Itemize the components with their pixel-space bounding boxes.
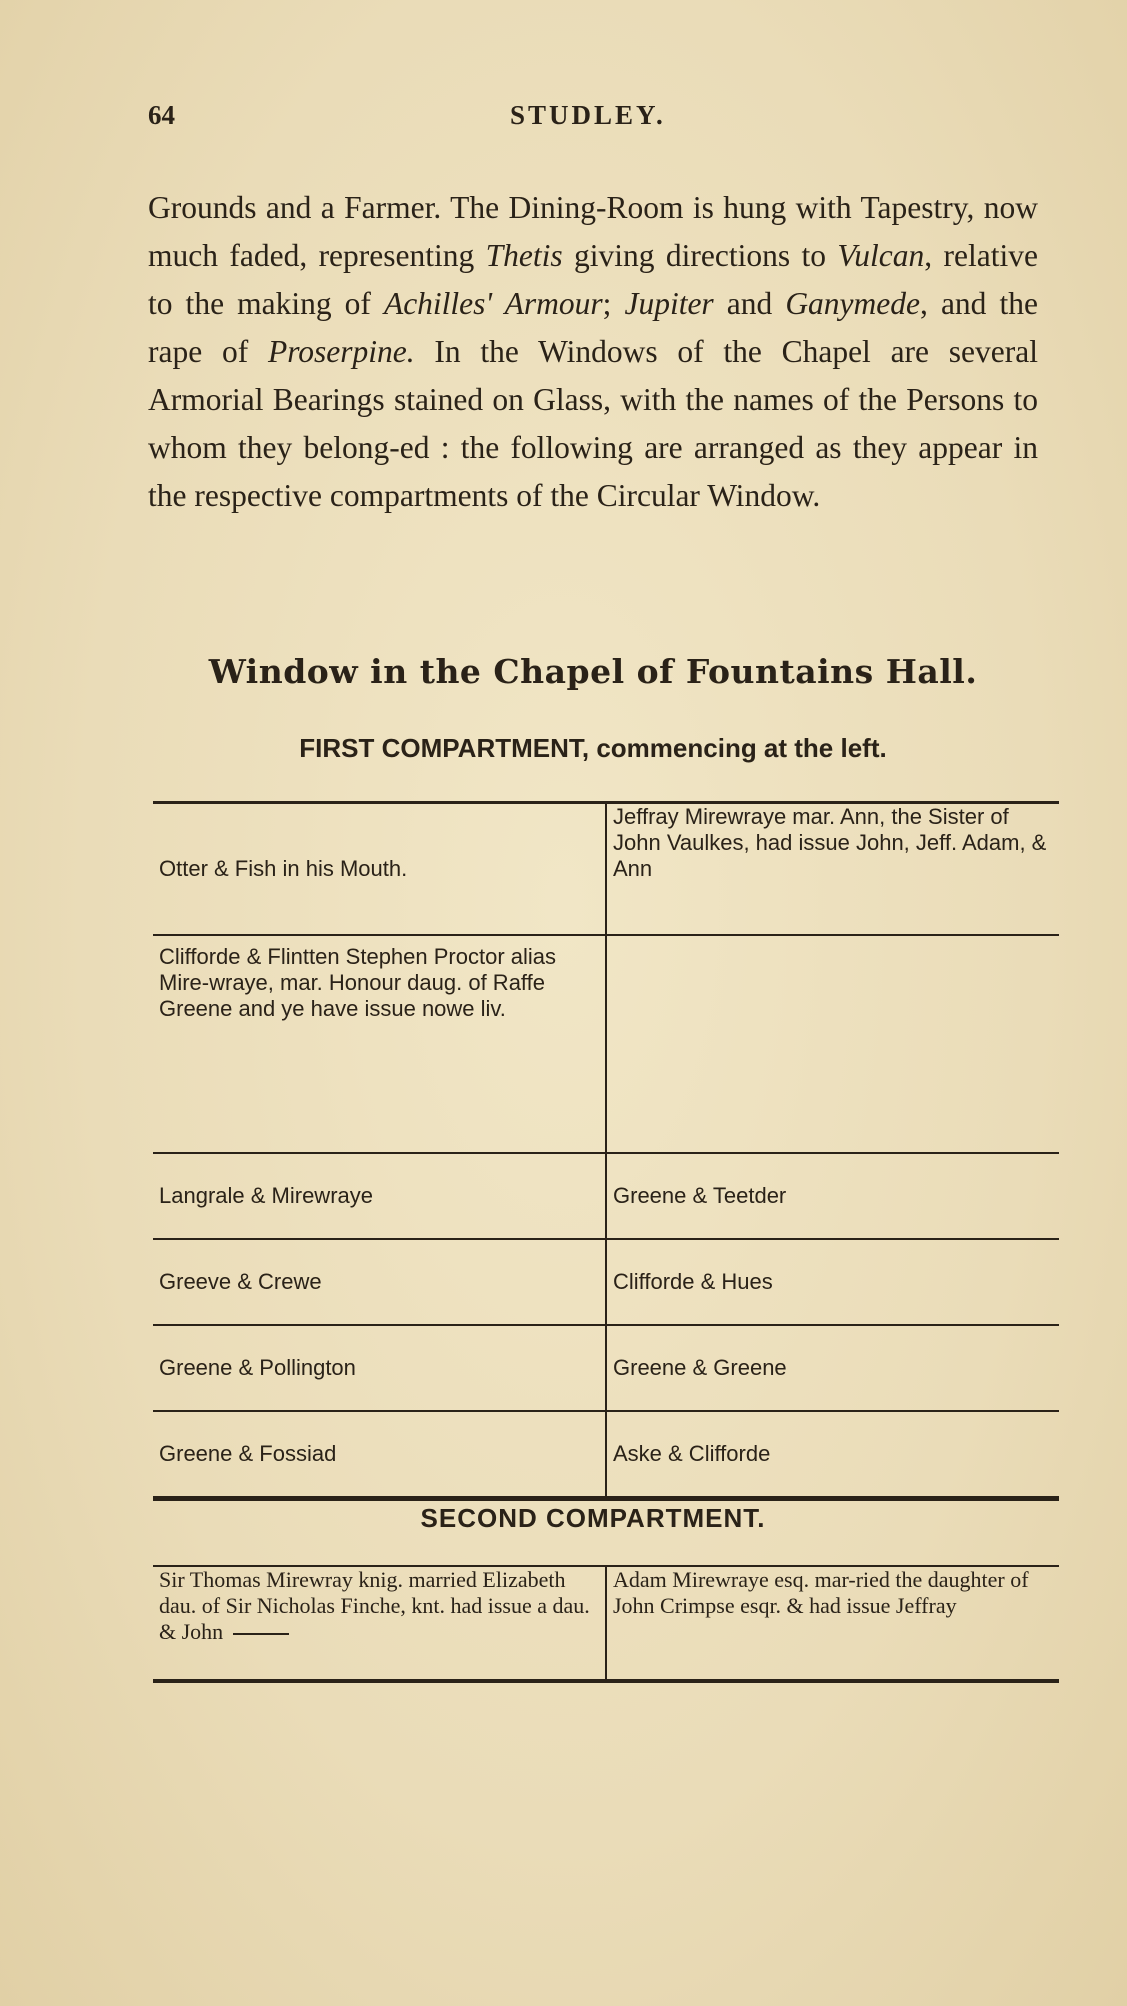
table-cell: Greene & Teetder bbox=[606, 1153, 1059, 1239]
table-cell: Clifforde & Hues bbox=[606, 1239, 1059, 1325]
table-row bbox=[153, 1153, 1059, 1239]
table-cell: Greene & Greene bbox=[606, 1325, 1059, 1411]
table-row bbox=[153, 935, 1059, 1153]
dash-rule bbox=[233, 1633, 289, 1635]
italic-name: Ganymede bbox=[785, 286, 921, 321]
table-cell: Aske & Clifforde bbox=[606, 1411, 1059, 1499]
table-row bbox=[153, 1411, 1059, 1499]
body-text-run: In the Windows of the Chapel are several Armorial Bearings stained on Glass, with the names of the Persons to whom they belong-ed : the following are arranged as they appear in the respective compartments of the Circular Window. bbox=[148, 334, 1038, 513]
table-row bbox=[153, 803, 1059, 936]
table-cell: Greene & Fossiad bbox=[153, 1411, 606, 1499]
body-text-run: , relative to the making of bbox=[148, 238, 1038, 321]
body-text-run: , and the rape of bbox=[148, 286, 1038, 369]
table-cell: Jeffray Mirewraye mar. Ann, the Sister of John Vaulkes, had issue John, Jeff. Adam, & Ann bbox=[613, 804, 1047, 881]
table-row bbox=[153, 1239, 1059, 1325]
italic-name: Thetis bbox=[485, 238, 563, 273]
section-heading: Window in the Chapel of Fountains Hall. bbox=[208, 652, 978, 691]
second-compartment-table bbox=[153, 1565, 1059, 1683]
page-number: 64 bbox=[148, 100, 175, 130]
table-cell: Cliffordе & Flintten Stephen Proctor alias Mire-wraye, mar. Honour daug. of Raffe Greene and ye have issue nowe liv. bbox=[153, 935, 606, 1153]
italic-name: Achilles' Armour bbox=[383, 286, 603, 321]
table-row bbox=[153, 1325, 1059, 1411]
second-compartment-title: SECOND COMPARTMENT. bbox=[420, 1503, 766, 1533]
table-cell: Otter & Fish in his Mouth. bbox=[153, 803, 606, 936]
italic-name: Proserpine. bbox=[267, 334, 415, 369]
table-row bbox=[153, 1566, 1059, 1681]
first-compartment-title: FIRST COMPARTMENT, commencing at the left. bbox=[299, 733, 887, 763]
body-paragraph bbox=[148, 184, 1038, 520]
table-cell bbox=[606, 935, 1059, 1153]
table-cell: Langrale & Mirewraye bbox=[153, 1153, 606, 1239]
table-cell: Adam Mirewraye esq. mar-ried the daughter of John Crimpse esqr. & had issue Jeffray bbox=[613, 1567, 1029, 1618]
table-cell: Greene & Pollington bbox=[153, 1325, 606, 1411]
first-compartment-table bbox=[153, 801, 1059, 1501]
running-title: STUDLEY. bbox=[510, 100, 666, 130]
body-text-run: Grounds and a Farmer. The Dining-Room is hung with Tapestry, now much faded, representing bbox=[148, 190, 1038, 273]
table-cell: Greeve & Crewe bbox=[153, 1239, 606, 1325]
body-text-run: ; bbox=[602, 286, 625, 321]
italic-name: Vulcan bbox=[837, 238, 925, 273]
body-text-run: giving directions to bbox=[562, 238, 838, 273]
italic-name: Jupiter bbox=[624, 286, 714, 321]
cell-text: Sir Thomas Mirewray knig. married Elizabeth dau. of Sir Nicholas Finche, knt. had issue a dau. & John bbox=[159, 1567, 590, 1644]
page-header bbox=[148, 100, 1048, 140]
table-cell bbox=[153, 1566, 606, 1681]
body-text-run: and bbox=[713, 286, 786, 321]
